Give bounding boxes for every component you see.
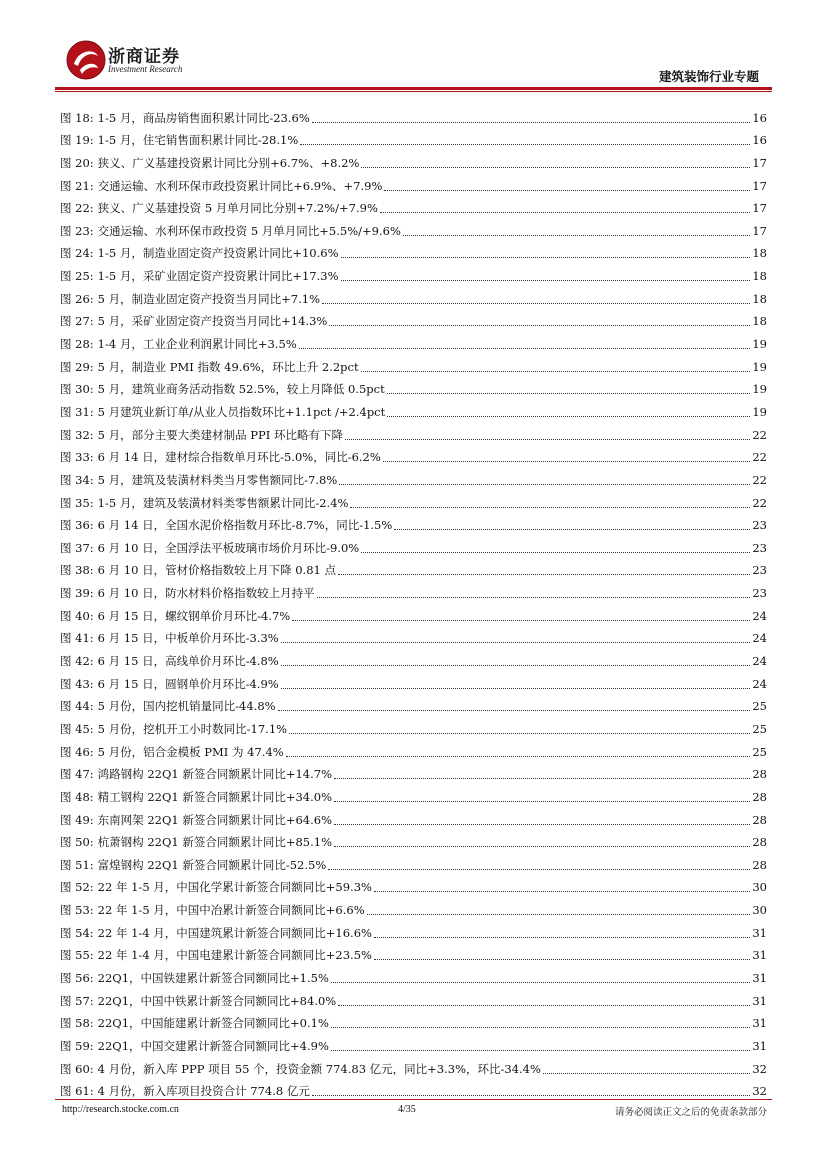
- toc-entry[interactable]: [60, 238, 767, 261]
- toc-figure-number: 图 33:: [60, 450, 94, 465]
- toc-entry[interactable]: [60, 691, 767, 714]
- toc-leader-dots: [299, 347, 751, 349]
- toc-page-number: 23: [752, 586, 767, 601]
- toc-leader-dots: [361, 370, 751, 372]
- toc-entry[interactable]: [60, 872, 767, 895]
- toc-entry[interactable]: [60, 645, 767, 668]
- toc-leader-dots: [338, 1004, 750, 1006]
- toc-page-number: 24: [752, 631, 767, 646]
- toc-entry[interactable]: [60, 1053, 767, 1076]
- toc-entry[interactable]: [60, 600, 767, 623]
- toc-figure-number: 图 40:: [60, 608, 94, 623]
- toc-page-number: 28: [752, 767, 767, 782]
- toc-figure-title: 22 年 1-5 月，中国化学累计新签合同额同比+59.3%: [97, 880, 372, 895]
- toc-entry[interactable]: [60, 1008, 767, 1031]
- toc-page-number: 25: [752, 721, 767, 736]
- toc-page-number: 28: [752, 835, 767, 850]
- toc-figure-title: 1-5 月，采矿业固定资产投资累计同比+17.3%: [97, 269, 339, 284]
- toc-entry[interactable]: [60, 940, 767, 963]
- toc-figure-number: 图 61:: [60, 1084, 94, 1099]
- toc-leader-dots: [331, 981, 750, 983]
- toc-figure-title: 6 月 10 日，全国浮法平板玻璃市场价月环比-9.0%: [97, 540, 360, 555]
- toc-leader-dots: [341, 256, 751, 258]
- toc-figure-title: 6 月 15 日，中板单价月环比-3.3%: [97, 631, 279, 646]
- toc-page-number: 32: [752, 1061, 767, 1076]
- toc-figure-number: 图 49:: [60, 812, 94, 827]
- toc-leader-dots: [292, 619, 750, 621]
- toc-figure-number: 图 38:: [60, 563, 94, 578]
- toc-leader-dots: [281, 641, 751, 643]
- toc-entry[interactable]: [60, 759, 767, 782]
- toc-entry[interactable]: [60, 170, 767, 193]
- toc-entry[interactable]: [60, 1030, 767, 1053]
- toc-leader-dots: [374, 890, 750, 892]
- toc-page-number: 31: [752, 1038, 767, 1053]
- figure-list: [60, 102, 767, 1098]
- toc-entry[interactable]: [60, 215, 767, 238]
- toc-page-number: 19: [752, 404, 767, 419]
- toc-page-number: 31: [752, 993, 767, 1008]
- toc-figure-number: 图 60:: [60, 1061, 94, 1076]
- toc-figure-title: 交通运输、水利环保市政投资累计同比+6.9%、+7.9%: [97, 178, 383, 193]
- toc-page-number: 22: [752, 450, 767, 465]
- toc-leader-dots: [334, 777, 750, 779]
- toc-figure-number: 图 48:: [60, 789, 94, 804]
- toc-figure-number: 图 50:: [60, 835, 94, 850]
- toc-figure-title: 4 月份，新入库项目投资合计 774.8 亿元: [97, 1084, 310, 1099]
- toc-figure-number: 图 37:: [60, 540, 94, 555]
- toc-leader-dots: [328, 868, 750, 870]
- toc-figure-title: 22Q1，中国交建累计新签合同额同比+4.9%: [97, 1038, 329, 1053]
- toc-figure-number: 图 44:: [60, 699, 94, 714]
- toc-figure-number: 图 31:: [60, 404, 94, 419]
- toc-figure-title: 1-4 月，工业企业利润累计同比+3.5%: [97, 337, 297, 352]
- footer-divider: [55, 1099, 772, 1100]
- toc-figure-title: 1-5 月，商品房销售面积累计同比-23.6%: [97, 110, 310, 125]
- toc-figure-number: 图 53:: [60, 903, 94, 918]
- toc-leader-dots: [361, 166, 750, 168]
- toc-entry[interactable]: [60, 125, 767, 148]
- toc-leader-dots: [345, 438, 750, 440]
- toc-entry[interactable]: [60, 306, 767, 329]
- toc-figure-title: 东南网架 22Q1 新签合同额累计同比+64.6%: [97, 812, 333, 827]
- toc-entry[interactable]: [60, 781, 767, 804]
- toc-leader-dots: [374, 936, 750, 938]
- toc-page-number: 22: [752, 495, 767, 510]
- toc-entry[interactable]: [60, 849, 767, 872]
- toc-leader-dots: [383, 460, 751, 462]
- toc-leader-dots: [403, 234, 750, 236]
- toc-figure-number: 图 58:: [60, 1016, 94, 1031]
- toc-page-number: 19: [752, 337, 767, 352]
- toc-page-number: 25: [752, 744, 767, 759]
- toc-page-number: 17: [752, 178, 767, 193]
- toc-figure-title: 精工钢构 22Q1 新签合同额累计同比+34.0%: [97, 789, 333, 804]
- toc-page-number: 19: [752, 382, 767, 397]
- toc-entry[interactable]: [60, 102, 767, 125]
- toc-figure-title: 5 月份，挖机开工小时数同比-17.1%: [97, 721, 288, 736]
- toc-entry[interactable]: [60, 577, 767, 600]
- toc-figure-title: 5 月建筑业新订单/从业人员指数环比+1.1pct /+2.4pct: [97, 404, 386, 419]
- toc-entry[interactable]: [60, 374, 767, 397]
- toc-figure-number: 图 35:: [60, 495, 94, 510]
- toc-page-number: 16: [752, 110, 767, 125]
- toc-leader-dots: [380, 211, 750, 213]
- toc-figure-title: 狭义、广义基建投资累计同比分别+6.7%、+8.2%: [97, 155, 360, 170]
- toc-figure-number: 图 39:: [60, 586, 94, 601]
- logo-mark-icon: [66, 40, 106, 80]
- toc-figure-number: 图 45:: [60, 721, 94, 736]
- toc-figure-title: 1-5 月，建筑及装潢材料类零售额累计同比-2.4%: [97, 495, 349, 510]
- toc-entry[interactable]: [60, 962, 767, 985]
- toc-figure-title: 22Q1，中国能建累计新签合同额同比+0.1%: [97, 1016, 329, 1031]
- toc-figure-title: 22Q1，中国中铁累计新签合同额同比+84.0%: [97, 993, 337, 1008]
- toc-figure-title: 6 月 15 日，圆钢单价月环比-4.9%: [97, 676, 279, 691]
- toc-figure-title: 交通运输、水利环保市政投资 5 月单月同比+5.5%/+9.6%: [97, 223, 401, 238]
- toc-figure-number: 图 55:: [60, 948, 94, 963]
- toc-leader-dots: [543, 1072, 750, 1074]
- toc-leader-dots: [334, 845, 750, 847]
- footer-disclaimer: 请务必阅读正文之后的免责条款部分: [614, 1107, 767, 1118]
- toc-entry[interactable]: [60, 917, 767, 940]
- report-category-title: 建筑装饰行业专题: [658, 69, 759, 84]
- toc-page-number: 28: [752, 789, 767, 804]
- toc-figure-number: 图 59:: [60, 1038, 94, 1053]
- toc-figure-number: 图 28:: [60, 337, 94, 352]
- toc-page-number: 31: [752, 1016, 767, 1031]
- toc-leader-dots: [339, 483, 750, 485]
- toc-leader-dots: [312, 121, 751, 123]
- toc-page-number: 30: [752, 880, 767, 895]
- toc-entry[interactable]: [60, 623, 767, 646]
- toc-page-number: 16: [752, 133, 767, 148]
- toc-page-number: 18: [752, 291, 767, 306]
- company-logo: [66, 40, 181, 82]
- toc-figure-title: 5 月，采矿业固定资产投资当月同比+14.3%: [97, 314, 328, 329]
- toc-figure-number: 图 18:: [60, 110, 94, 125]
- toc-leader-dots: [338, 573, 750, 575]
- toc-page-number: 18: [752, 314, 767, 329]
- logo-subtitle: Investment Research: [108, 64, 183, 74]
- toc-figure-title: 6 月 14 日，建材综合指数单月环比-5.0%，同比-6.2%: [97, 450, 381, 465]
- toc-figure-number: 图 25:: [60, 269, 94, 284]
- toc-figure-number: 图 34:: [60, 472, 94, 487]
- toc-page-number: 18: [752, 269, 767, 284]
- toc-page-number: 31: [752, 925, 767, 940]
- toc-figure-title: 1-5 月，制造业固定资产投资累计同比+10.6%: [97, 246, 339, 261]
- toc-leader-dots: [329, 324, 750, 326]
- toc-figure-title: 杭萧钢构 22Q1 新签合同额累计同比+85.1%: [97, 835, 333, 850]
- toc-figure-title: 22 年 1-4 月，中国建筑累计新签合同额同比+16.6%: [97, 925, 372, 940]
- toc-figure-title: 6 月 10 日，管材价格指数较上月下降 0.81 点: [97, 563, 337, 578]
- toc-figure-number: 图 23:: [60, 223, 94, 238]
- toc-leader-dots: [289, 732, 750, 734]
- header-divider-thin: [55, 91, 772, 92]
- toc-figure-number: 图 52:: [60, 880, 94, 895]
- toc-entry[interactable]: [60, 668, 767, 691]
- toc-leader-dots: [350, 506, 750, 508]
- toc-entry[interactable]: [60, 736, 767, 759]
- toc-figure-title: 鸿路钢构 22Q1 新签合同额累计同比+14.7%: [97, 767, 333, 782]
- page-number: 4/35: [398, 1104, 416, 1115]
- toc-leader-dots: [387, 392, 751, 394]
- toc-figure-number: 图 29:: [60, 359, 94, 374]
- toc-figure-number: 图 43:: [60, 676, 94, 691]
- toc-figure-title: 6 月 14 日，全国水泥价格指数月环比-8.7%，同比-1.5%: [97, 518, 393, 533]
- toc-figure-title: 22 年 1-5 月，中国中冶累计新签合同额同比+6.6%: [97, 903, 365, 918]
- toc-figure-number: 图 46:: [60, 744, 94, 759]
- toc-entry[interactable]: [60, 555, 767, 578]
- toc-figure-title: 5 月，建筑及装潢材料类当月零售额同比-7.8%: [97, 472, 338, 487]
- toc-entry[interactable]: [60, 283, 767, 306]
- toc-page-number: 24: [752, 608, 767, 623]
- toc-figure-title: 22 年 1-4 月，中国电建累计新签合同额同比+23.5%: [97, 948, 372, 963]
- toc-figure-number: 图 42:: [60, 654, 94, 669]
- toc-entry[interactable]: [60, 147, 767, 170]
- toc-entry[interactable]: [60, 193, 767, 216]
- toc-leader-dots: [312, 1094, 750, 1096]
- footer-url[interactable]: http://research.stocke.com.cn: [62, 1104, 179, 1115]
- toc-figure-number: 图 30:: [60, 382, 94, 397]
- toc-figure-number: 图 36:: [60, 518, 94, 533]
- toc-leader-dots: [374, 958, 750, 960]
- toc-page-number: 22: [752, 472, 767, 487]
- toc-leader-dots: [394, 528, 750, 530]
- toc-entry[interactable]: [60, 419, 767, 442]
- toc-page-number: 28: [752, 857, 767, 872]
- toc-leader-dots: [334, 823, 750, 825]
- toc-figure-number: 图 57:: [60, 993, 94, 1008]
- toc-leader-dots: [300, 143, 750, 145]
- toc-figure-title: 5 月份，铝合金模板 PMI 为 47.4%: [97, 744, 284, 759]
- toc-figure-number: 图 26:: [60, 291, 94, 306]
- toc-leader-dots: [367, 913, 751, 915]
- toc-page-number: 24: [752, 654, 767, 669]
- toc-figure-number: 图 27:: [60, 314, 94, 329]
- toc-figure-title: 5 月，部分主要大类建材制品 PPI 环比略有下降: [97, 427, 343, 442]
- toc-figure-title: 狭义、广义基建投资 5 月单月同比分别+7.2%/+7.9%: [97, 201, 378, 216]
- toc-figure-title: 5 月，制造业固定资产投资当月同比+7.1%: [97, 291, 320, 306]
- toc-figure-number: 图 32:: [60, 427, 94, 442]
- toc-figure-number: 图 19:: [60, 133, 94, 148]
- toc-leader-dots: [278, 709, 751, 711]
- toc-figure-title: 5 月份，国内挖机销量同比-44.8%: [97, 699, 276, 714]
- toc-figure-title: 6 月 15 日，高线单价月环比-4.8%: [97, 654, 279, 669]
- toc-page-number: 30: [752, 903, 767, 918]
- toc-entry[interactable]: [60, 328, 767, 351]
- toc-figure-number: 图 22:: [60, 201, 94, 216]
- toc-page-number: 23: [752, 540, 767, 555]
- toc-figure-title: 4 月份，新入库 PPP 项目 55 个，投资金额 774.83 亿元，同比+3.3%，环比-34.4%: [97, 1061, 541, 1076]
- toc-page-number: 31: [752, 970, 767, 985]
- toc-page-number: 32: [752, 1084, 767, 1099]
- toc-page-number: 28: [752, 812, 767, 827]
- toc-page-number: 23: [752, 563, 767, 578]
- toc-entry[interactable]: [60, 442, 767, 465]
- toc-figure-title: 6 月 10 日，防水材料价格指数较上月持平: [97, 586, 315, 601]
- toc-figure-number: 图 41:: [60, 631, 94, 646]
- toc-leader-dots: [384, 189, 750, 191]
- toc-figure-number: 图 21:: [60, 178, 94, 193]
- toc-figure-title: 5 月，制造业 PMI 指数 49.6%，环比上升 2.2pct: [97, 359, 359, 374]
- toc-page-number: 17: [752, 201, 767, 216]
- toc-entry[interactable]: [60, 260, 767, 283]
- toc-entry[interactable]: [60, 532, 767, 555]
- toc-entry[interactable]: [60, 985, 767, 1008]
- toc-figure-number: 图 24:: [60, 246, 94, 261]
- toc-leader-dots: [331, 1049, 750, 1051]
- toc-entry[interactable]: [60, 713, 767, 736]
- logo-company-name: 浙商证券: [108, 47, 180, 67]
- toc-entry[interactable]: [60, 510, 767, 533]
- toc-figure-title: 5 月，建筑业商务活动指数 52.5%，较上月降低 0.5pct: [97, 382, 385, 397]
- toc-leader-dots: [322, 302, 750, 304]
- toc-page-number: 17: [752, 155, 767, 170]
- toc-entry[interactable]: [60, 464, 767, 487]
- toc-figure-title: 富煌钢构 22Q1 新签合同额累计同比-52.5%: [97, 857, 327, 872]
- toc-leader-dots: [281, 687, 751, 689]
- toc-page-number: 19: [752, 359, 767, 374]
- toc-entry[interactable]: [60, 1076, 767, 1099]
- toc-page-number: 31: [752, 948, 767, 963]
- toc-leader-dots: [361, 551, 750, 553]
- toc-leader-dots: [341, 279, 751, 281]
- toc-leader-dots: [281, 664, 751, 666]
- toc-entry[interactable]: [60, 827, 767, 850]
- toc-entry[interactable]: [60, 804, 767, 827]
- header-divider: [55, 87, 772, 90]
- toc-figure-number: 图 47:: [60, 767, 94, 782]
- toc-leader-dots: [334, 800, 750, 802]
- toc-entry[interactable]: [60, 396, 767, 419]
- toc-figure-title: 1-5 月，住宅销售面积累计同比-28.1%: [97, 133, 299, 148]
- toc-leader-dots: [286, 755, 751, 757]
- toc-leader-dots: [331, 1026, 750, 1028]
- toc-leader-dots: [317, 596, 751, 598]
- toc-entry[interactable]: [60, 487, 767, 510]
- toc-entry[interactable]: [60, 351, 767, 374]
- toc-page-number: 18: [752, 246, 767, 261]
- toc-page-number: 17: [752, 223, 767, 238]
- toc-figure-title: 22Q1，中国铁建累计新签合同额同比+1.5%: [97, 970, 329, 985]
- toc-page-number: 24: [752, 676, 767, 691]
- toc-figure-title: 6 月 15 日，螺纹钢单价月环比-4.7%: [97, 608, 291, 623]
- toc-page-number: 25: [752, 699, 767, 714]
- toc-figure-number: 图 20:: [60, 155, 94, 170]
- toc-figure-number: 图 56:: [60, 970, 94, 985]
- toc-page-number: 22: [752, 427, 767, 442]
- toc-entry[interactable]: [60, 894, 767, 917]
- toc-figure-number: 图 51:: [60, 857, 94, 872]
- toc-figure-number: 图 54:: [60, 925, 94, 940]
- toc-leader-dots: [387, 415, 750, 417]
- toc-page-number: 23: [752, 518, 767, 533]
